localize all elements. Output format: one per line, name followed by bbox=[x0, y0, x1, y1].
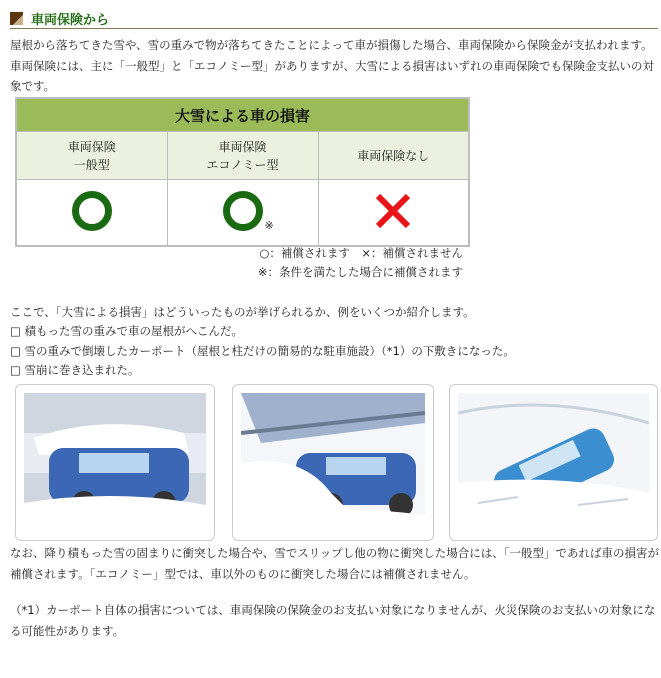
cross-icon bbox=[375, 193, 411, 229]
heading-square-icon bbox=[10, 12, 23, 25]
examples-intro: ここで、「大雪による損害」はどういったものが挙げられるか、例をいくつか紹介します。 bbox=[10, 305, 475, 319]
illustration-avalanche bbox=[449, 384, 658, 541]
legend-line-1: ○：補償されます ×：補償されません bbox=[259, 246, 463, 260]
section-heading bbox=[10, 8, 658, 29]
heading-title: 車両保険から bbox=[31, 13, 110, 28]
example-item: □ 雪崩に巻き込まれた。 bbox=[10, 363, 140, 377]
header-general: 車両保険 一般型 bbox=[16, 132, 167, 180]
table-title: 大雪による車の損害 bbox=[16, 98, 469, 132]
footnote: （*1）カーポート自体の損害については、車両保険の保険金のお支払い対象になりませんが、火災保険のお支払いの対象になる可能性があります。 bbox=[10, 603, 656, 638]
circle-icon bbox=[223, 191, 263, 231]
illustration-roof-snow bbox=[15, 384, 215, 541]
example-item: □ 雪の重みで倒壊したカーポート（屋根と柱だけの簡易的な駐車施設）（*1）の下敷きになった。 bbox=[10, 344, 515, 358]
intro-text: 屋根から落ちてきた雪や、雪の重みで物が落ちてきたことによって車が損傷した場合、車両保険から保険金が支払われます。車両保険には、主に「一般型」と「エコノミー型」がありますが、大雪による損害はいずれの車両保険でも保険金支払いの対象です。 bbox=[10, 38, 654, 93]
illustration-carport bbox=[232, 384, 434, 541]
damage-table bbox=[15, 97, 470, 247]
legend-line-2: ※：条件を満たした場合に補償されます bbox=[257, 265, 463, 279]
note-mark: ※ bbox=[264, 219, 274, 232]
note-text: なお、降り積もった雪の固まりに衝突した場合や、雪でスリップし他の物に衝突した場合には、「一般型」であれば車の損害が補償されます。「エコノミー」型では、車以外のものに衝突した場合には補償されません。 bbox=[10, 546, 660, 581]
circle-icon bbox=[72, 191, 112, 231]
header-economy: 車両保険 エコノミー型 bbox=[167, 132, 318, 180]
example-item: □ 積もった雪の重みで車の屋根がへこんだ。 bbox=[10, 324, 244, 338]
header-none: 車両保険なし bbox=[318, 132, 469, 180]
